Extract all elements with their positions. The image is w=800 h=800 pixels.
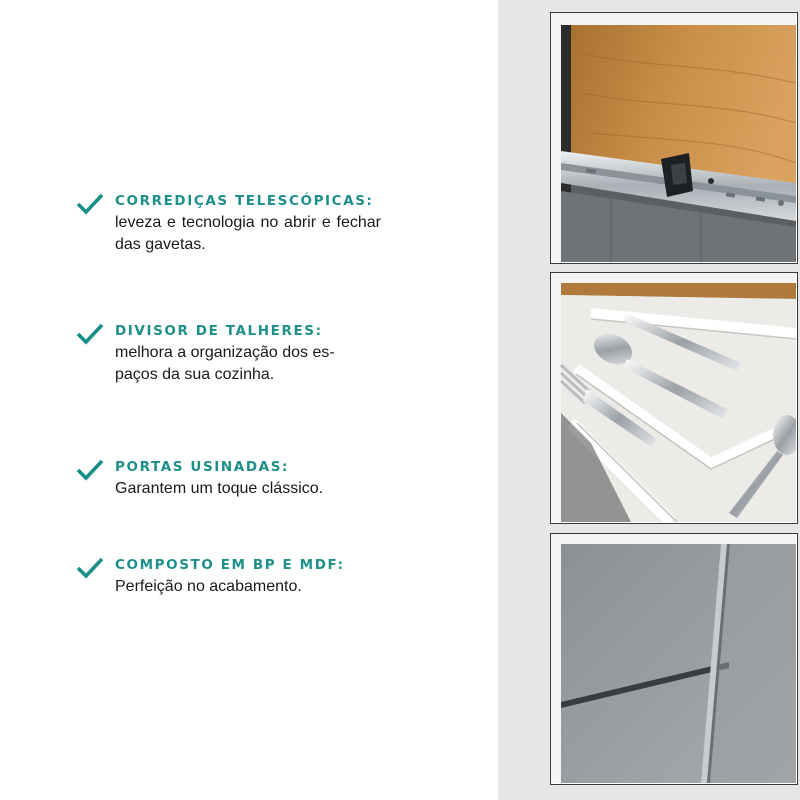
- feature-title: DIVISOR DE TALHERES:: [115, 323, 323, 339]
- feature-description: Garantem um toque clássico.: [115, 480, 324, 497]
- feature-description-line: paços da sua cozinha.: [115, 366, 275, 383]
- photo-gallery: [498, 0, 800, 800]
- check-icon: [75, 458, 105, 482]
- machined-door-photo: [550, 533, 798, 785]
- feature-description: leveza e tecnologia no abrir e fechar das gavetas.: [115, 214, 381, 253]
- feature-machined-doors: [75, 458, 385, 500]
- feature-bp-mdf-material: [75, 556, 385, 598]
- feature-description: [115, 342, 385, 386]
- feature-description: Perfeição no acabamento.: [115, 578, 302, 595]
- check-icon: [75, 322, 105, 346]
- check-icon: [75, 192, 105, 216]
- feature-title: COMPOSTO EM BP E MDF:: [115, 557, 345, 573]
- feature-title: CORREDIÇAS TELESCÓPICAS:: [115, 193, 374, 209]
- feature-telescopic-slides: [75, 192, 385, 256]
- telescopic-drawer-slide-photo: [550, 12, 798, 264]
- feature-cutlery-divider: [75, 322, 385, 386]
- cutlery-divider-photo: [550, 272, 798, 524]
- feature-description-line: melhora a organização dos es-: [115, 344, 335, 361]
- check-icon: [75, 556, 105, 580]
- feature-title: PORTAS USINADAS:: [115, 459, 290, 475]
